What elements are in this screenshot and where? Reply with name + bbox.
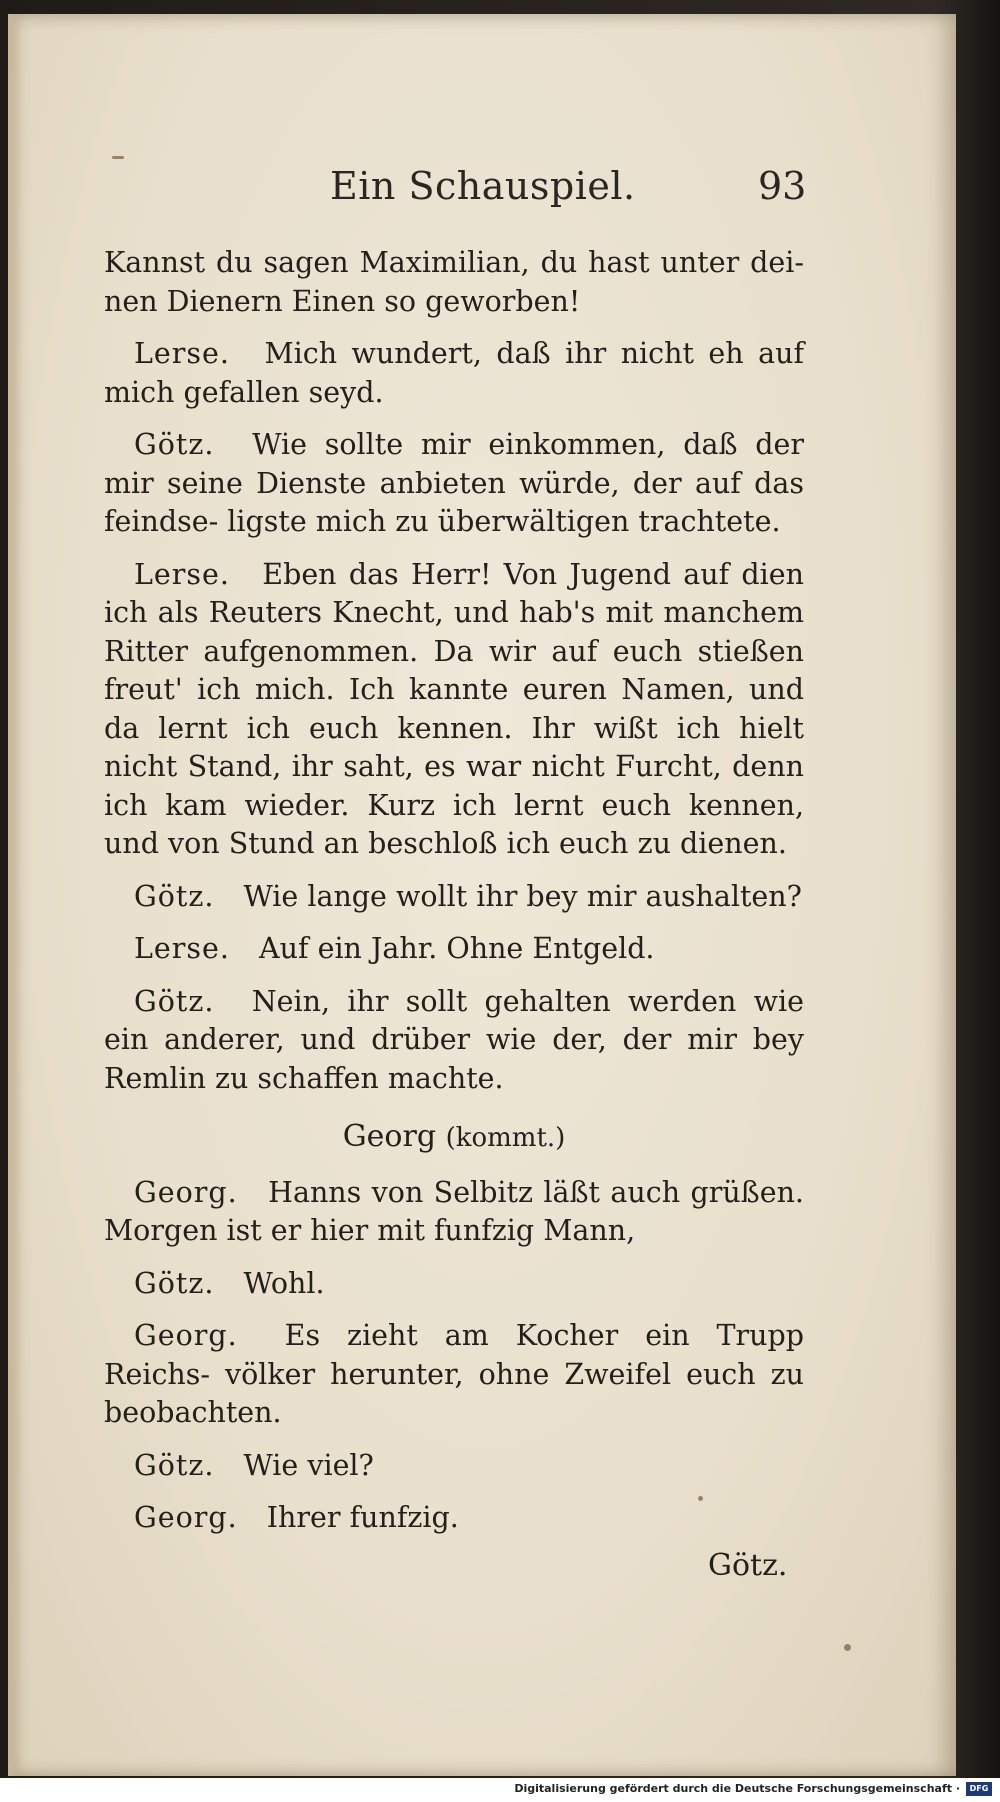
catchword: Götz. [708,1548,788,1583]
stage-direction [104,1118,804,1158]
speaker-name: Götz. [134,879,215,913]
running-title: Ein Schauspiel. [330,164,636,208]
speaker-name: Georg. [134,1175,238,1209]
speaker-name: Götz. [134,984,215,1018]
page-number: 93 [758,164,807,208]
footer-credit: Digitalisierung gefördert durch die Deutsche Forschungsgemeinschaft · [514,1782,960,1795]
dialogue-georg-3 [104,1499,804,1538]
speech-text: Wie viel? [243,1448,374,1482]
page-header [108,164,808,224]
dialogue-goetz-5 [104,1447,804,1486]
speech-text: Eben das Herr! Von Jugend auf dien ich als Reuters Knecht, und hab's mit manchem Ritter aufgenommen. Da wir auf euch stießen freut' ich mich. Ich kannte euren Namen, und da lernt ich euch kennen. Ihr wißt ich hielt nicht Stand, ihr saht, es war nicht Furcht, denn ich kam wieder. Kurz ich lernt euch kennen, und von Stund an beschloß ich euch zu dienen. [104,557,804,860]
digitization-footer [0,1778,1000,1802]
speaker-name: Götz. [134,1448,215,1482]
paper-speck [698,1496,703,1501]
paper-speck [112,156,124,159]
text-block [104,244,804,1552]
dialogue-georg-1 [104,1174,804,1251]
speech-text: Wohl. [243,1266,325,1300]
speech-text: Hanns von Selbitz läßt auch grüßen. Morgen ist er hier mit funfzig Mann, [104,1175,804,1247]
dialogue-lerse-3 [104,930,804,969]
dialogue-goetz-3 [104,983,804,1099]
speech-text: Es zieht am Kocher ein Trupp Reichs- völker herunter, ohne Zweifel euch zu beobachten. [104,1319,804,1429]
dialogue-georg-2 [104,1317,804,1433]
speaker-name: Georg. [134,1319,238,1352]
dialogue-lerse-1 [104,335,804,412]
paragraph-continuation [104,244,804,321]
speaker-name: Götz. [134,1266,215,1300]
speaker-name: Götz. [134,428,215,461]
dialogue-goetz-2 [104,878,804,917]
speaker-name: Georg. [134,1501,238,1534]
dialogue-goetz-1 [104,426,804,542]
speaker-name: Lerse. [134,932,230,965]
speech-text: Ihrer funfzig. [266,1501,459,1534]
speech-text: Wie sollte mir einkommen, daß der mir seine Dienste anbieten würde, der auf das feindse- ligste mich zu überwältigen trachtete. [104,428,804,538]
stage-character: Georg [342,1119,437,1154]
speaker-name: Lerse. [134,337,230,370]
book-page [8,14,956,1776]
dialogue-goetz-4 [104,1265,804,1304]
speech-text: Mich wundert, daß ihr nicht eh auf mich gefallen seyd. [104,337,805,409]
stage-action: (kommt.) [445,1123,566,1153]
speech-text: Auf ein Jahr. Ohne Entgeld. [259,932,655,965]
dialogue-lerse-2 [104,556,804,864]
dfg-logo-icon: DFG [966,1782,992,1796]
paper-speck [844,1644,851,1651]
speaker-name: Lerse. [134,557,230,591]
speech-text: Wie lange wollt ihr bey mir aushalten? [243,879,802,913]
speech-text: Nein, ihr sollt gehalten werden wie ein anderer, und drüber wie der, der mir bey Remlin zu schaffen machte. [104,984,804,1095]
speech-text: Kannst du sagen Maximilian, du hast unter dei- nen Dienern Einen so geworben! [104,246,804,318]
